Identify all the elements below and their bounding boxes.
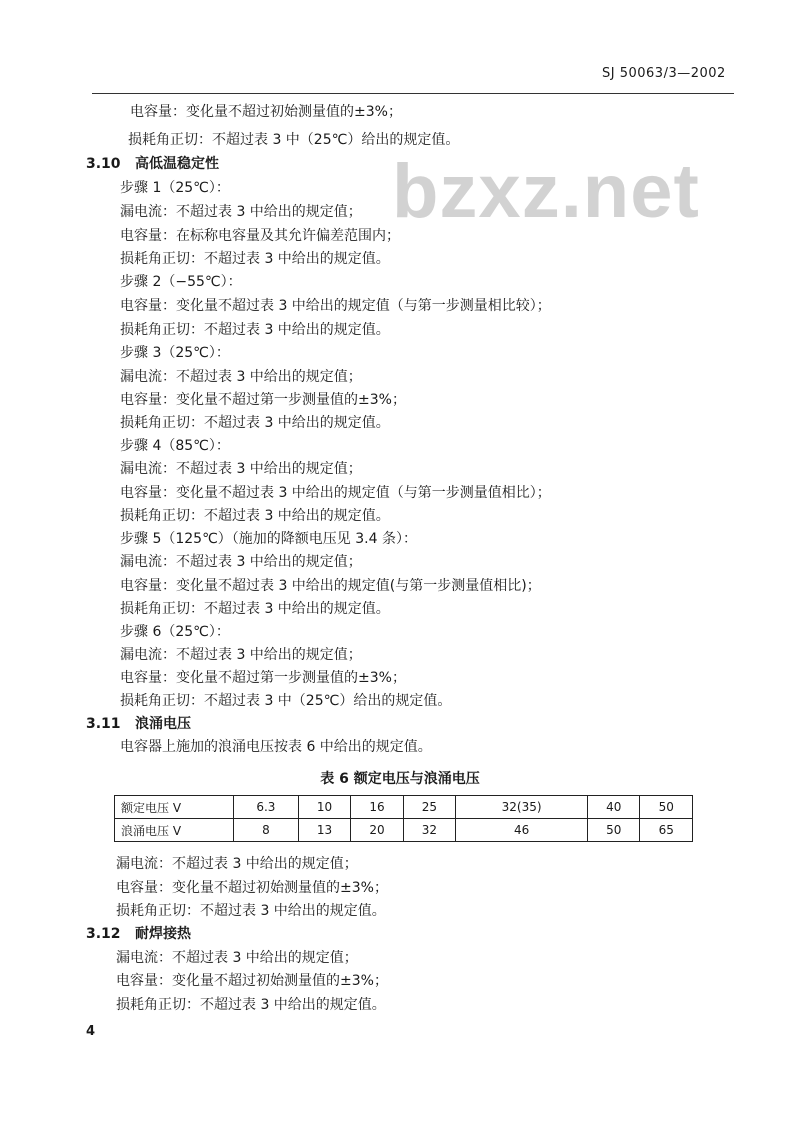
table-caption: 表 6 额定电压与浪涌电压 [320,771,480,787]
watermark: bzxz.net [392,149,700,234]
text-line: 电容量：变化量不超过表 3 中给出的规定值（与第一步测量相比较）； [120,298,551,314]
header-rule [92,93,734,94]
text-line: 漏电流：不超过表 3 中给出的规定值； [120,204,362,220]
table-cell: 25 [403,796,455,819]
table-cell: 6.3 [234,796,299,819]
table-cell: 32(35) [456,796,588,819]
voltage-table [114,795,693,842]
text-line: 电容量：在标称电容量及其允许偏差范围内； [120,228,400,244]
text-line: 步骤 1（25℃）： [120,180,230,196]
table-row [115,819,693,842]
text-line: 损耗角正切：不超过表 3 中（25℃）给出的规定值。 [120,693,452,709]
table-cell: 50 [588,819,640,842]
section-number: 3.11 [86,716,121,732]
table-cell: 46 [456,819,588,842]
table-cell: 13 [298,819,350,842]
section-number: 3.12 [86,926,121,942]
text-line: 电容量：变化量不超过第一步测量值的±3%； [120,670,406,686]
table-cell: 32 [403,819,455,842]
table-row-header: 额定电压 V [115,796,234,819]
section-title: 浪涌电压 [135,716,191,732]
text-line: 损耗角正切：不超过表 3 中（25℃）给出的规定值。 [128,132,460,148]
table-cell: 20 [351,819,403,842]
text-line: 损耗角正切：不超过表 3 中给出的规定值。 [116,997,386,1013]
table-cell: 50 [640,796,693,819]
section-number: 3.10 [86,156,121,172]
table-cell: 8 [234,819,299,842]
text-line: 漏电流：不超过表 3 中给出的规定值； [120,647,362,663]
text-line: 损耗角正切：不超过表 3 中给出的规定值。 [120,415,390,431]
text-line: 步骤 3（25℃）： [120,345,230,361]
text-line: 电容量：变化量不超过表 3 中给出的规定值（与第一步测量值相比）； [120,485,551,501]
table-row [115,796,693,819]
text-line: 电容量：变化量不超过表 3 中给出的规定值(与第一步测量值相比)； [120,578,541,594]
text-line: 损耗角正切：不超过表 3 中给出的规定值。 [120,508,390,524]
text-line: 损耗角正切：不超过表 3 中给出的规定值。 [120,601,390,617]
table-cell: 10 [298,796,350,819]
text-line: 漏电流：不超过表 3 中给出的规定值； [116,856,358,872]
text-line: 损耗角正切：不超过表 3 中给出的规定值。 [120,251,390,267]
text-line: 漏电流：不超过表 3 中给出的规定值； [120,554,362,570]
text-line: 步骤 5（125℃）（施加的降额电压见 3.4 条）： [120,531,417,547]
page-number: 4 [86,1024,96,1039]
text-line: 电容量：变化量不超过初始测量值的±3%； [116,973,388,989]
text-line: 漏电流：不超过表 3 中给出的规定值； [120,461,362,477]
text-line: 步骤 2（−55℃）： [120,274,242,290]
text-line: 漏电流：不超过表 3 中给出的规定值； [120,369,362,385]
text-line: 漏电流：不超过表 3 中给出的规定值； [116,950,358,966]
table-row-header: 浪涌电压 V [115,819,234,842]
table-cell: 40 [588,796,640,819]
text-line: 电容量：变化量不超过初始测量值的±3%； [130,104,402,120]
document-code: SJ 50063/3—2002 [602,66,726,81]
text-line: 损耗角正切：不超过表 3 中给出的规定值。 [116,903,386,919]
text-line: 损耗角正切：不超过表 3 中给出的规定值。 [120,322,390,338]
text-line: 步骤 6（25℃）： [120,624,230,640]
table-cell: 16 [351,796,403,819]
section-title: 高低温稳定性 [135,156,219,172]
text-line: 步骤 4（85℃）： [120,438,230,454]
text-line: 电容量：变化量不超过初始测量值的±3%； [116,880,388,896]
section-title: 耐焊接热 [135,926,191,942]
text-line: 电容量：变化量不超过第一步测量值的±3%； [120,392,406,408]
text-line: 电容器上施加的浪涌电压按表 6 中给出的规定值。 [120,739,432,755]
table-cell: 65 [640,819,693,842]
